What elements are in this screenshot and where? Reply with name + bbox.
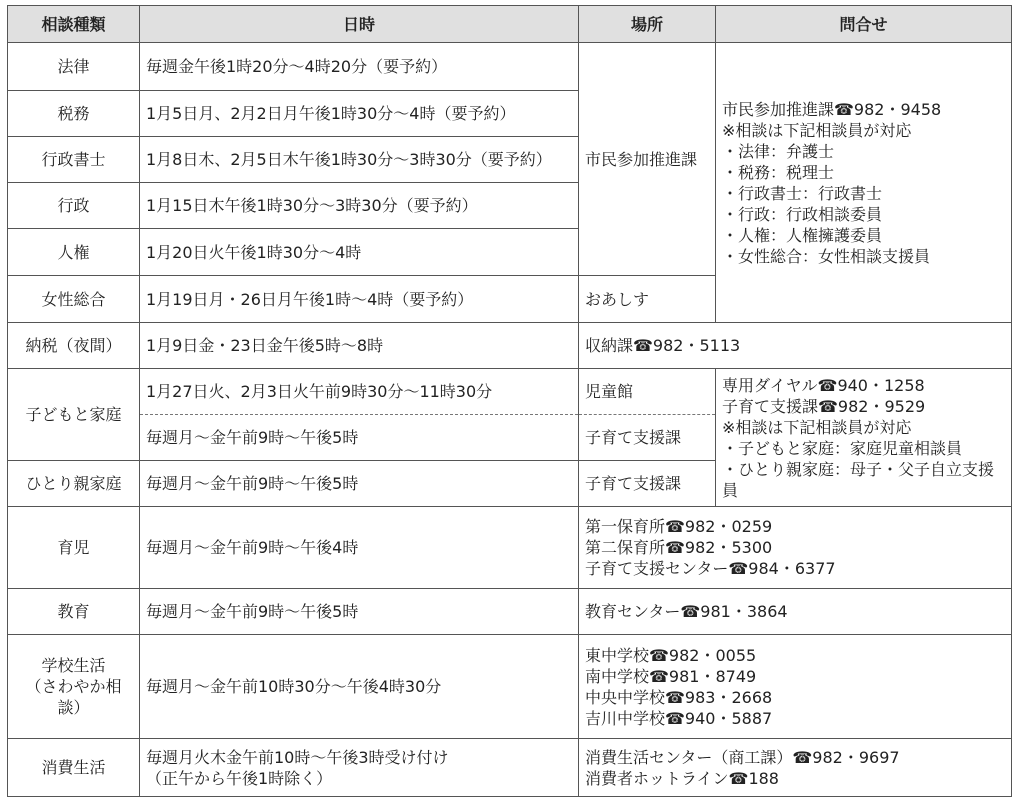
contact-cell: 専用ダイヤル☎940・1258 子育て支援課☎982・9529 ※相談は下記相談員が対応 ・子どもと家庭：家庭児童相談員 ・ひとり親家庭：母子・父子自立支援員 bbox=[716, 369, 1012, 507]
header-datetime: 日時 bbox=[140, 6, 579, 43]
place-cell: 子育て支援課 bbox=[579, 461, 716, 507]
datetime-cell: 1月8日木、2月5日木午後1時30分～3時30分（要予約） bbox=[140, 137, 579, 183]
table-row bbox=[8, 369, 1012, 415]
place-contact-cell: 教育センター☎981・3864 bbox=[579, 589, 1012, 635]
place-cell: おあしす bbox=[579, 276, 716, 323]
place-cell: 児童館 bbox=[579, 369, 716, 415]
datetime-cell: 毎週月～金午前9時～午後5時 bbox=[140, 415, 579, 461]
table-row bbox=[8, 739, 1012, 797]
datetime-cell: 1月20日火午後1時30分～4時 bbox=[140, 229, 579, 276]
category-cell: 女性総合 bbox=[8, 276, 140, 323]
place-contact-cell: 東中学校☎982・0055 南中学校☎981・8749 中央中学校☎983・2668 吉川中学校☎940・5887 bbox=[579, 635, 1012, 739]
header-category: 相談種類 bbox=[8, 6, 140, 43]
header-contact: 問合せ bbox=[716, 6, 1012, 43]
category-cell: 子どもと家庭 bbox=[8, 369, 140, 461]
header-place: 場所 bbox=[579, 6, 716, 43]
contact-cell: 市民参加推進課☎982・9458 ※相談は下記相談員が対応 ・法律：弁護士 ・税務：税理士 ・行政書士：行政書士 ・行政：行政相談委員 ・人権：人権擁護委員 ・女性総合：女性相談支援員 bbox=[716, 43, 1012, 323]
datetime-cell: 毎週金午後1時20分～4時20分（要予約） bbox=[140, 43, 579, 91]
datetime-cell: 毎週月～金午前9時～午後5時 bbox=[140, 461, 579, 507]
place-cell: 子育て支援課 bbox=[579, 415, 716, 461]
category-cell: 人権 bbox=[8, 229, 140, 276]
place-contact-cell: 消費生活センター（商工課）☎982・9697 消費者ホットライン☎188 bbox=[579, 739, 1012, 797]
datetime-cell: 毎週月～金午前10時30分～午後4時30分 bbox=[140, 635, 579, 739]
datetime-cell: 1月5日月、2月2日月午後1時30分～4時（要予約） bbox=[140, 91, 579, 137]
datetime-cell: 1月19日月・26日月午後1時～4時（要予約） bbox=[140, 276, 579, 323]
table-row bbox=[8, 589, 1012, 635]
category-cell: 行政 bbox=[8, 183, 140, 229]
datetime-cell: 1月27日火、2月3日火午前9時30分～11時30分 bbox=[140, 369, 579, 415]
datetime-cell: 1月9日金・23日金午後5時～8時 bbox=[140, 323, 579, 369]
table-row bbox=[8, 43, 1012, 91]
category-cell: 教育 bbox=[8, 589, 140, 635]
category-cell: 行政書士 bbox=[8, 137, 140, 183]
place-contact-cell: 第一保育所☎982・0259 第二保育所☎982・5300 子育て支援センター☎984・6377 bbox=[579, 507, 1012, 589]
category-cell: 納税（夜間） bbox=[8, 323, 140, 369]
consultation-table bbox=[7, 5, 1012, 797]
table-row bbox=[8, 323, 1012, 369]
category-cell: 学校生活 （さわやか相談） bbox=[8, 635, 140, 739]
category-cell: 消費生活 bbox=[8, 739, 140, 797]
category-cell: 法律 bbox=[8, 43, 140, 91]
category-cell: ひとり親家庭 bbox=[8, 461, 140, 507]
place-contact-cell: 収納課☎982・5113 bbox=[579, 323, 1012, 369]
datetime-cell: 毎週月～金午前9時～午後5時 bbox=[140, 589, 579, 635]
table-row bbox=[8, 507, 1012, 589]
datetime-cell: 1月15日木午後1時30分～3時30分（要予約） bbox=[140, 183, 579, 229]
category-cell: 税務 bbox=[8, 91, 140, 137]
category-cell: 育児 bbox=[8, 507, 140, 589]
place-cell: 市民参加推進課 bbox=[579, 43, 716, 276]
table-row bbox=[8, 635, 1012, 739]
datetime-cell: 毎週月火木金午前10時～午後3時受け付け （正午から午後1時除く） bbox=[140, 739, 579, 797]
datetime-cell: 毎週月～金午前9時～午後4時 bbox=[140, 507, 579, 589]
header-row bbox=[8, 6, 1012, 43]
